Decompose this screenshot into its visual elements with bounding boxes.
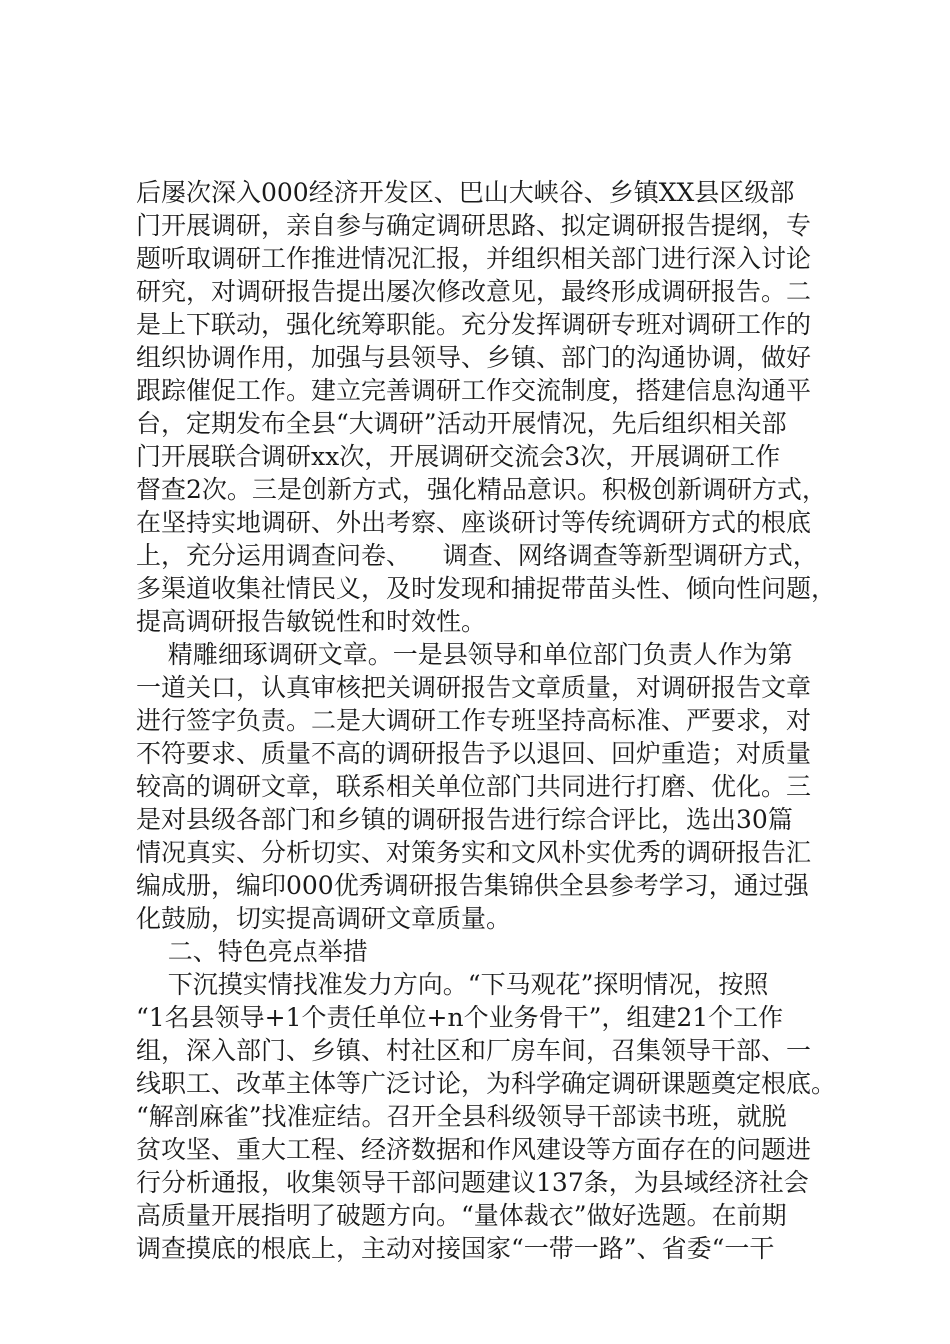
text-line: 提高调研报告敏锐性和时效性。 bbox=[136, 607, 487, 636]
text-line: 组，深入部门、乡镇、村社区和厂房车间，召集领导干部、一 bbox=[136, 1036, 812, 1065]
text-line: 组织协调作用，加强与县领导、乡镇、部门的沟通协调，做好 bbox=[136, 343, 812, 372]
text-line: 贫攻坚、重大工程、经济数据和作风建设等方面存在的问题进 bbox=[136, 1135, 812, 1164]
text-line: 门开展调研，亲自参与确定调研思路、拟定调研报告提纲，专 bbox=[136, 211, 812, 240]
text-line: 题听取调研工作推进情况汇报，并组织相关部门进行深入讨论 bbox=[136, 244, 812, 273]
text-line: 是上下联动，强化统筹职能。充分发挥调研专班对调研工作的 bbox=[136, 310, 812, 339]
paragraph-start-line: 下沉摸实情找准发力方向。“下马观花”探明情况，按照 bbox=[136, 970, 769, 999]
body-text bbox=[136, 176, 846, 1265]
text-line: 研究，对调研报告提出屡次修改意见，最终形成调研报告。二 bbox=[136, 277, 812, 306]
text-line: 后屡次深入000经济开发区、巴山大峡谷、乡镇XX县区级部 bbox=[136, 178, 795, 207]
text-line: 编成册，编印000优秀调研报告集锦供全县参考学习，通过强 bbox=[136, 871, 809, 900]
text-line: 在坚持实地调研、外出考察、座谈研讨等传统调研方式的根底 bbox=[136, 508, 812, 537]
text-line: 不符要求、质量不高的调研报告予以退回、回炉重造；对质量 bbox=[136, 739, 812, 768]
text-line: 行分析通报，收集领导干部问题建议137条，为县域经济社会 bbox=[136, 1168, 809, 1197]
text-line: 情况真实、分析切实、对策务实和文风朴实优秀的调研报告汇 bbox=[136, 838, 812, 867]
text-line: 是对县级各部门和乡镇的调研报告进行综合评比，选出30篇 bbox=[136, 805, 793, 834]
text-line: “解剖麻雀”找准症结。召开全县科级领导干部读书班，就脱 bbox=[136, 1102, 787, 1131]
text-line: 跟踪催促工作。建立完善调研工作交流制度，搭建信息沟通平 bbox=[136, 376, 812, 405]
text-line: 一道关口，认真审核把关调研报告文章质量，对调研报告文章 bbox=[136, 673, 812, 702]
text-line: 较高的调研文章，联系相关单位部门共同进行打磨、优化。三 bbox=[136, 772, 812, 801]
text-line: 化鼓励，切实提高调研文章质量。 bbox=[136, 904, 512, 933]
section-heading: 二、特色亮点举措 bbox=[136, 937, 368, 966]
paragraph-start-line: 精雕细琢调研文章。一是县领导和单位部门负责人作为第 bbox=[136, 640, 793, 669]
text-line: 督查2次。三是创新方式，强化精品意识。积极创新调研方式， bbox=[136, 475, 827, 504]
text-line: 线职工、改革主体等广泛讨论，为科学确定调研课题奠定根底。 bbox=[136, 1069, 837, 1098]
text-line: 门开展联合调研xx次，开展调研交流会3次，开展调研工作 bbox=[136, 442, 781, 471]
text-line: 调查摸底的根底上，主动对接国家“一带一路”、省委“一干 bbox=[136, 1234, 775, 1263]
text-line: “1名县领导+1个责任单位+n个业务骨干”，组建21个工作 bbox=[136, 1003, 784, 1032]
text-line: 台，定期发布全县“大调研”活动开展情况，先后组织相关部 bbox=[136, 409, 787, 438]
text-line: 上，充分运用调查问卷、 调查、网络调查等新型调研方式， bbox=[136, 541, 818, 570]
text-line: 进行签字负责。二是大调研工作专班坚持高标准、严要求，对 bbox=[136, 706, 812, 735]
text-line: 多渠道收集社情民义，及时发现和捕捉带苗头性、倾向性问题， bbox=[136, 574, 837, 603]
text-line: 高质量开展指明了破题方向。“量体裁衣”做好选题。在前期 bbox=[136, 1201, 787, 1230]
